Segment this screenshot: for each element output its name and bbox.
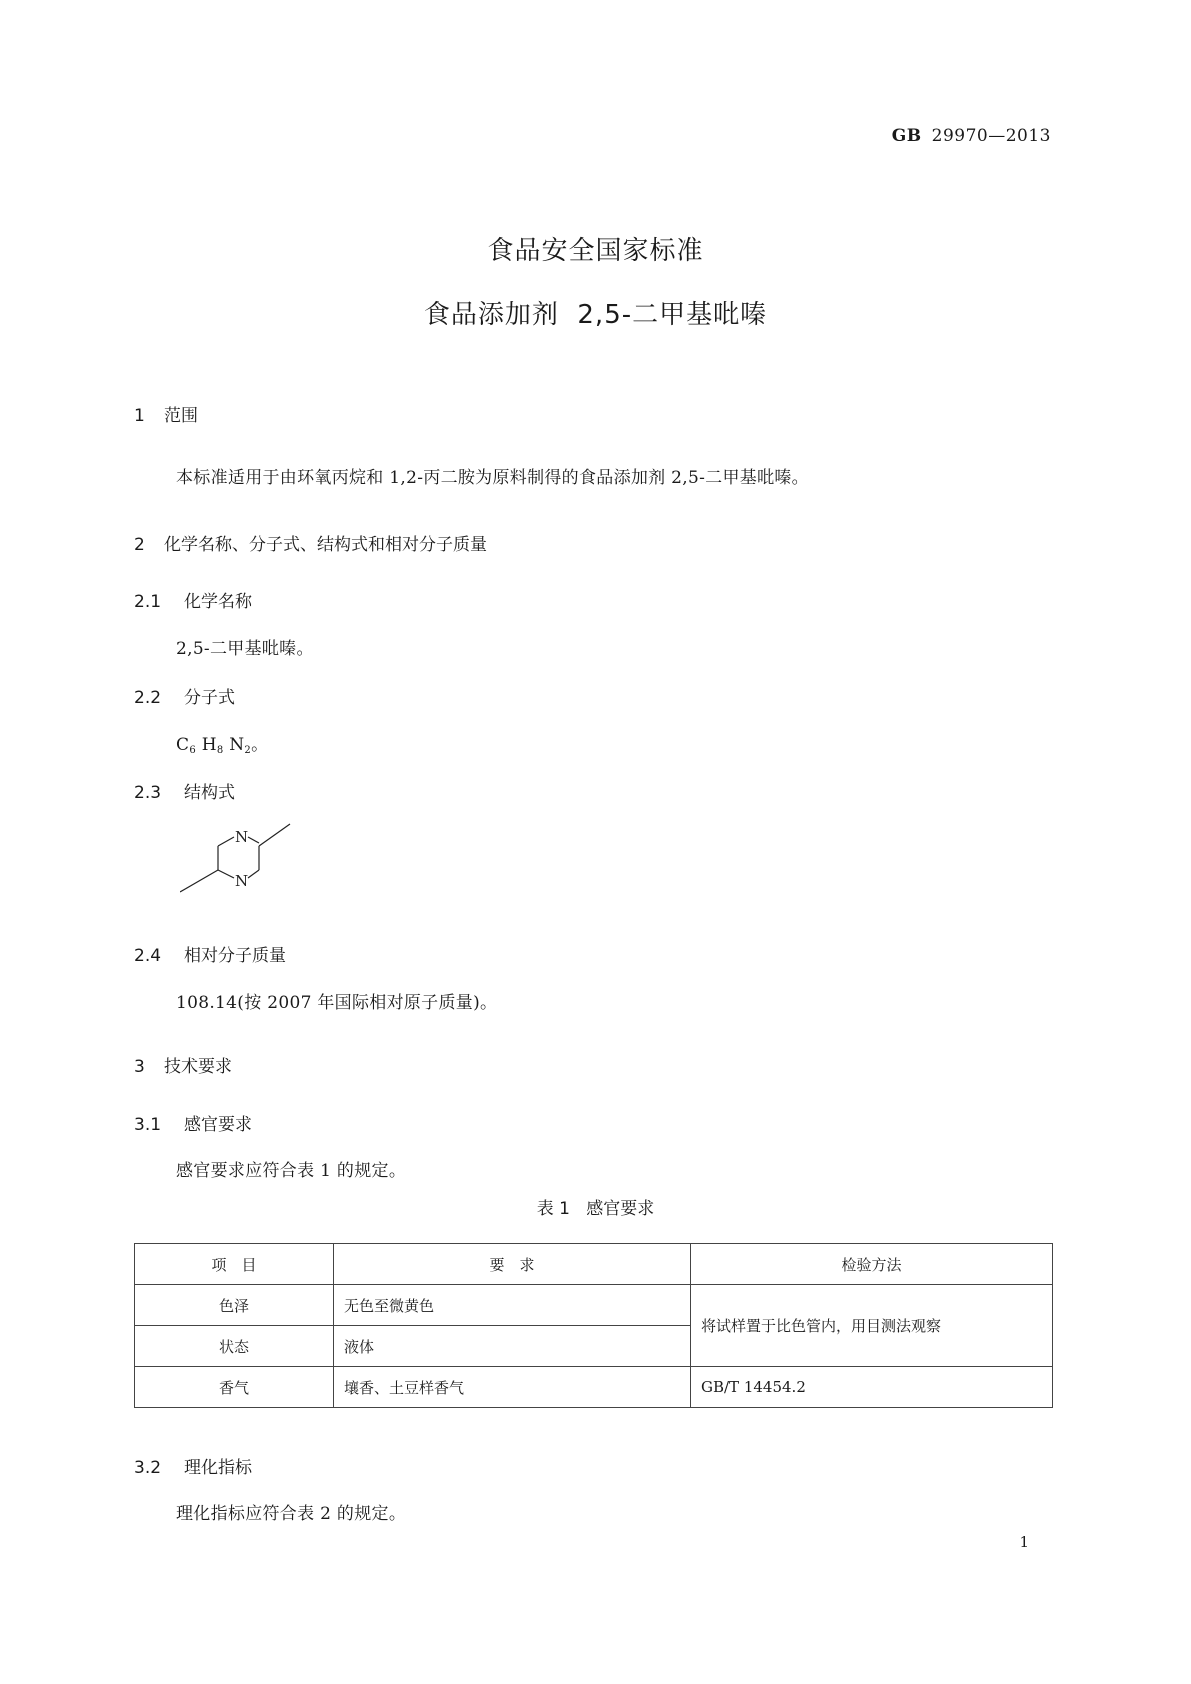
ring-bond xyxy=(218,837,234,846)
section-2-3-heading xyxy=(134,778,235,803)
table-header-row xyxy=(135,1244,1053,1285)
cell-item: 状态 xyxy=(135,1326,334,1367)
cell-requirement: 无色至微黄色 xyxy=(334,1285,691,1326)
section-title: 技术要求 xyxy=(164,1057,232,1077)
formula-hydrogen-count: 8 xyxy=(216,745,224,756)
section-3-2-heading xyxy=(134,1453,252,1478)
cell-test-method: 将试样置于比色管内，用目测法观察 xyxy=(691,1285,1053,1367)
formula-end: 。 xyxy=(251,735,269,755)
section-number: 2 xyxy=(134,535,145,555)
structural-formula-diagram xyxy=(180,818,300,898)
table-row xyxy=(135,1367,1053,1408)
section-number: 3.1 xyxy=(134,1115,162,1135)
section-2-4-heading xyxy=(134,941,286,966)
section-title: 理化指标 xyxy=(184,1458,252,1478)
nitrogen-atom-top: N xyxy=(235,828,249,846)
methyl-bond-left xyxy=(180,870,218,892)
section-title: 感官要求 xyxy=(184,1115,252,1135)
section-title: 化学名称、分子式、结构式和相对分子质量 xyxy=(164,535,487,555)
section-number: 2.3 xyxy=(134,783,162,803)
section-title: 化学名称 xyxy=(184,592,252,612)
header-item: 项 目 xyxy=(135,1244,334,1285)
standard-code-prefix: GB xyxy=(891,126,922,146)
cell-test-method: GB/T 14454.2 xyxy=(691,1367,1053,1408)
section-title: 范围 xyxy=(164,406,198,426)
cell-requirement: 液体 xyxy=(334,1326,691,1367)
cell-requirement: 壤香、土豆样香气 xyxy=(334,1367,691,1408)
cell-item: 香气 xyxy=(135,1367,334,1408)
header-test-method: 检验方法 xyxy=(691,1244,1053,1285)
nitrogen-atom-bottom: N xyxy=(235,872,249,890)
section-title: 分子式 xyxy=(184,688,235,708)
document-title-line-2: 食品添加剂 2,5-二甲基吡嗪 xyxy=(423,300,768,330)
sensory-requirements-table xyxy=(134,1243,1053,1408)
standard-code-number: 29970—2013 xyxy=(931,126,1051,146)
table-row xyxy=(135,1285,1053,1326)
section-3-heading xyxy=(134,1052,232,1077)
section-number: 2.1 xyxy=(134,592,162,612)
section-2-heading xyxy=(134,530,487,555)
ring-bond xyxy=(248,870,259,878)
formula-carbon-count: 6 xyxy=(189,745,196,756)
formula-carbon: C xyxy=(176,735,190,755)
header-requirement: 要 求 xyxy=(334,1244,691,1285)
table-1-caption: 表 1 感官要求 xyxy=(536,1199,655,1219)
section-1-heading xyxy=(134,401,198,426)
section-number: 3.2 xyxy=(134,1458,162,1478)
cell-item: 色泽 xyxy=(135,1285,334,1326)
section-title: 相对分子质量 xyxy=(184,946,286,966)
ring-bond xyxy=(248,837,259,843)
methyl-bond-right xyxy=(259,824,290,846)
formula-nitrogen-count: 2 xyxy=(244,745,252,756)
ring-bond xyxy=(218,870,234,878)
section-2-1-heading xyxy=(134,587,252,612)
formula-nitrogen: N xyxy=(229,735,245,755)
section-number: 2.2 xyxy=(134,688,162,708)
formula-hydrogen: H xyxy=(201,735,217,755)
molecular-weight-text: 108.14(按 2007 年国际相对原子质量)。 xyxy=(176,993,498,1013)
molecular-formula xyxy=(176,730,268,756)
standard-code xyxy=(892,126,1051,146)
section-number: 1 xyxy=(134,406,145,426)
document-title-line-1: 食品安全国家标准 xyxy=(487,236,704,266)
sensory-requirements-text: 感官要求应符合表 1 的规定。 xyxy=(176,1161,407,1181)
section-number: 3 xyxy=(134,1057,145,1077)
page-number: 1 xyxy=(1019,1533,1029,1551)
section-number: 2.4 xyxy=(134,946,162,966)
section-1-text: 本标准适用于由环氧丙烷和 1,2-丙二胺为原料制得的食品添加剂 2,5-二甲基吡嗪。 xyxy=(176,468,809,488)
physicochemical-text: 理化指标应符合表 2 的规定。 xyxy=(176,1504,407,1524)
section-title: 结构式 xyxy=(184,783,235,803)
section-2-2-heading xyxy=(134,683,235,708)
chemical-name-text: 2,5-二甲基吡嗪。 xyxy=(176,639,314,659)
section-3-1-heading xyxy=(134,1110,252,1135)
